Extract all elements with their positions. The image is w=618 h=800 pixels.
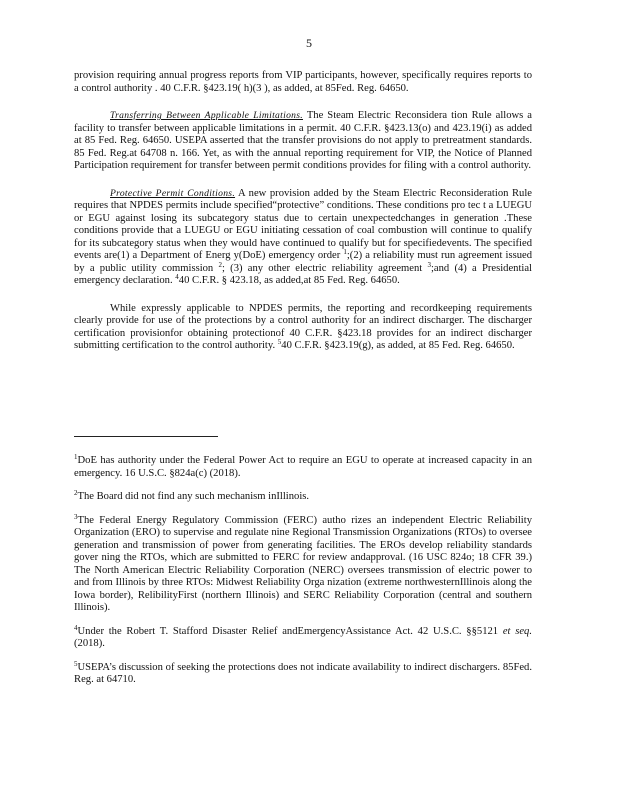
footnote-marker: 4: [74, 623, 78, 632]
page-number: 5: [306, 36, 312, 50]
footnote-text: DoE has authority under the Federal Power Act to require an EGU to operate at increased capacity in an emergency. 16 U.S.C. §824a(c) (2018).: [74, 455, 532, 479]
footnote-ref-1[interactable]: 1: [343, 248, 347, 256]
footnote-ref-3[interactable]: 3: [427, 260, 431, 269]
paragraph-text: 40 C.F.R. § 423.18, as added,at 85 Fed. Reg. 64650.: [178, 275, 400, 286]
paragraph-indirect-discharger: [74, 303, 532, 353]
footnote-marker: 2: [74, 489, 78, 497]
footnote-3: [74, 512, 532, 615]
footnote-et-seq: et seq.: [502, 625, 532, 637]
paragraph-protective-conditions: [74, 188, 532, 288]
footnote-text: Under the Robert T. Stafford Disaster Relief andEmergencyAssistance Act. 42 U.S.C. §§5121: [77, 625, 503, 637]
heading-protective-conditions: Protective Permit Conditions.: [110, 187, 236, 199]
footnote-text: The Federal Energy Regulatory Commission (FERC) autho rizes an independent Electric Reliability Organization (ERO) to supervise and regulate nine Regional Transmission Organizations (RTOs) to oversee generation and transmission of power from generating facilities. The EROs develop reliability standards gover ning the RTOs, which are submitted to FERC for review andapproval. (16 USC 824o; 18 CFR 39.) The North American Electric Reliability Corporation (NERC) oversees transmission of electric power to and from Illinois by three RTOs: Midwest Reliability Orga nization (extreme northwesternIllinois along the Iowa border), RelibilityFirst (northern Illinois) and SERC Reliability Corporation (central and southern Illinois).: [74, 514, 532, 613]
heading-transferring: Transferring Between Applicable Limitations.: [110, 110, 303, 121]
paragraph-text: ;(2) a reliability must run agreement issued by a public utility commission: [74, 250, 532, 274]
footnote-2: [74, 491, 532, 504]
footnote-separator: [74, 436, 218, 437]
footnote-text: (2018).: [74, 638, 105, 649]
footnote-text: The Board did not find any such mechanism inIllinois.: [77, 491, 310, 502]
paragraph-text: provision requiring annual progress reports from VIP participants, however, specifically requires reports to a control authority . 40 C.F.R. §423.19( h)(3 ), as added, at 85Fed. Reg. 64650.: [74, 70, 532, 94]
paragraph-text: ;and (4) a Presidential emergency declaration.: [74, 262, 532, 286]
paragraph-text: While expressly applicable to NPDES permits, the reporting and recordkeeping requirements clearly provide for use of the protections by a control authority for an indirect discharger. The discharger certification provisionfor obtaining protectionof 40 C.F.R. §423.18 provides for an indirect discharger submitting certification to the control authority.: [74, 302, 532, 351]
footnote-marker: 1: [74, 453, 78, 461]
paragraph-text: 40 C.F.R. §423.19(g), as added, at 85 Fed. Reg. 64650.: [281, 340, 515, 351]
paragraph-text: A new provision added by the Steam Electric Reconsideration Rule requires that NPDES permits include specified“protective” conditions. These conditions pro tec t a LUEGU or EGU against losing its subcategory status due to certain unexpectedchanges in generation .These conditions provide that a LUEGU or EGU initiating cessation of coal combustion will continue to qualify for its subcategory status when they would have continued to qualify but for specifiedevents. The specified events are(1) a Department of Energ y(DoE) emergency order: [74, 187, 532, 261]
footnote-marker: 3: [74, 512, 78, 521]
footnote-marker: 5: [74, 659, 78, 668]
footnote-5: [74, 659, 532, 687]
footnote-4: [74, 623, 532, 651]
footnotes: [74, 455, 532, 698]
paragraph-vip-reporting: [74, 70, 532, 95]
footnote-ref-5[interactable]: 5: [277, 338, 282, 346]
footnote-1: [74, 455, 532, 480]
paragraph-text: ; (3) any other electric reliability agreement: [221, 262, 428, 274]
footnote-ref-2[interactable]: 2: [218, 260, 222, 269]
paragraph-transferring: [74, 110, 532, 173]
footnote-text: USEPA’s discussion of seeking the protections does not indicate availability to indirect dischargers. 85Fed. Reg. at 64710.: [74, 661, 532, 685]
main-text: [74, 70, 532, 368]
paragraph-text: The Steam Electric Reconsidera tion Rule allows a facility to transfer between applicable limitations in a permit. 40 C.F.R. §423.13(o) and 423.19(i) as added at 85 Fed. Reg. 64650. USEPA asserted that the transfer provisions do not apply to pretreatment standards. 85 Fed. Reg.at 64708 n. 166. Yet, as with the annual reporting requirement for VIP, the Notice of Planned Participation requirement for transfer between permit conditions provides for filing with a control authority.: [74, 110, 532, 171]
footnote-ref-4[interactable]: 4: [175, 273, 179, 281]
